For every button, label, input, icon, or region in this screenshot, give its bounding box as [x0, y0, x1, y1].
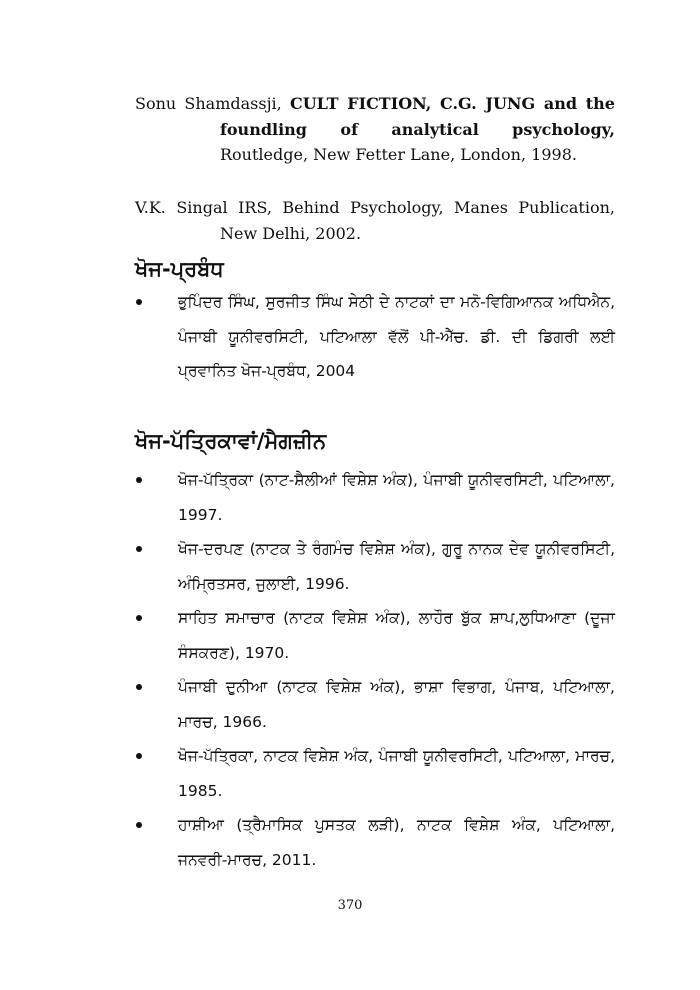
bullet-icon — [136, 615, 142, 621]
list-item — [135, 285, 615, 389]
list-item-text: ਭੁਪਿੰਦਰ ਸਿੰਘ, ਸੁਰਜੀਤ ਸਿੰਘ ਸੇਠੀ ਦੇ ਨਾਟਕਾਂ ਦਾ ਮਨੋ-ਵਿਗਿਆਨਕ ਅਧਿਐਨ, ਪੰਜਾਬੀ ਯੂਨੀਵਰਸਿਟੀ, ਪਟਿਆਲਾ ਵੱਲੋਂ ਪੀ-ਐੱਚ. ਡੀ. ਦੀ ਡਿਗਰੀ ਲਈ ਪ੍ਰਵਾਨਿਤ ਖੋਜ-ਪ੍ਰਬੰਧ, 2004 — [178, 293, 615, 380]
bullet-icon — [136, 822, 142, 828]
reference-entry — [135, 91, 615, 168]
bullet-icon — [136, 753, 142, 759]
bullet-icon — [136, 299, 142, 305]
list-item — [135, 463, 615, 532]
reference-author: Sonu Shamdassji, — [135, 94, 282, 113]
list-item-text: ਹਾਸ਼ੀਆ (ਤ੍ਰੈਮਾਸਿਕ ਪੁਸਤਕ ਲੜੀ), ਨਾਟਕ ਵਿਸ਼ੇਸ਼ ਅੰਕ, ਪਟਿਆਲਾ, ਜਨਵਰੀ-ਮਾਰਚ, 2011. — [178, 816, 615, 869]
bullet-icon — [136, 477, 142, 483]
list-item — [135, 601, 615, 670]
reference-entry — [135, 195, 615, 246]
bullet-icon — [136, 684, 142, 690]
list-item-text: ਖੋਜ-ਪੱਤ੍ਰਿਕਾ (ਨਾਟ-ਸ਼ੈਲੀਆਂ ਵਿਸ਼ੇਸ਼ ਅੰਕ), ਪੰਜਾਬੀ ਯੂਨੀਵਰਸਿਟੀ, ਪਟਿਆਲਾ, 1997. — [178, 471, 615, 524]
list-item-text: ਖੋਜ-ਦਰਪਣ (ਨਾਟਕ ਤੇ ਰੰਗਮੰਚ ਵਿਸ਼ੇਸ਼ ਅੰਕ), ਗੁਰੂ ਨਾਨਕ ਦੇਵ ਯੂਨੀਵਰਸਿਟੀ, ਅੰਮ੍ਰਿਤਸਰ, ਜੁਲਾਈ, 1996. — [178, 540, 615, 593]
list-item-text: ਖੋਜ-ਪੱਤ੍ਰਿਕਾ, ਨਾਟਕ ਵਿਸ਼ੇਸ਼ ਅੰਕ, ਪੰਜਾਬੀ ਯੂਨੀਵਰਸਿਟੀ, ਪਟਿਆਲਾ, ਮਾਰਚ, 1985. — [178, 747, 615, 800]
list-item-text: ਸਾਹਿਤ ਸਮਾਚਾਰ (ਨਾਟਕ ਵਿਸ਼ੇਸ਼ ਅੰਕ), ਲਾਹੌਰ ਬੁੱਕ ਸ਼ਾਪ,ਲੁਧਿਆਣਾ (ਦੂਜਾ ਸੰਸਕਰਣ), 1970. — [178, 609, 615, 662]
reference-title: CULT FICTION, C.G. JUNG and the foundling of analytical psychology, — [220, 94, 615, 139]
list-item — [135, 739, 615, 808]
section-heading-journals: ਖੋਜ-ਪੱਤ੍ਰਿਕਾਵਾਂ/ਮੈਗਜ਼ੀਨ — [135, 429, 327, 453]
bullet-icon — [136, 546, 142, 552]
reference-publisher: Routledge, New Fetter Lane, London, 1998. — [220, 145, 577, 164]
list-item — [135, 670, 615, 739]
thesis-list — [135, 285, 615, 389]
journals-list — [135, 463, 615, 877]
reference-text: V.K. Singal IRS, Behind Psychology, Manes Publication, New Delhi, 2002. — [135, 198, 615, 243]
list-item-text: ਪੰਜਾਬੀ ਦੁਨੀਆ (ਨਾਟਕ ਵਿਸ਼ੇਸ਼ ਅੰਕ), ਭਾਸ਼ਾ ਵਿਭਾਗ, ਪੰਜਾਬ, ਪਟਿਆਲਾ, ਮਾਰਚ, 1966. — [178, 678, 615, 731]
page-number: 370 — [337, 898, 363, 913]
list-item — [135, 808, 615, 877]
list-item — [135, 532, 615, 601]
section-heading-thesis: ਖੋਜ-ਪ੍ਰਬੰਧ — [135, 257, 224, 281]
